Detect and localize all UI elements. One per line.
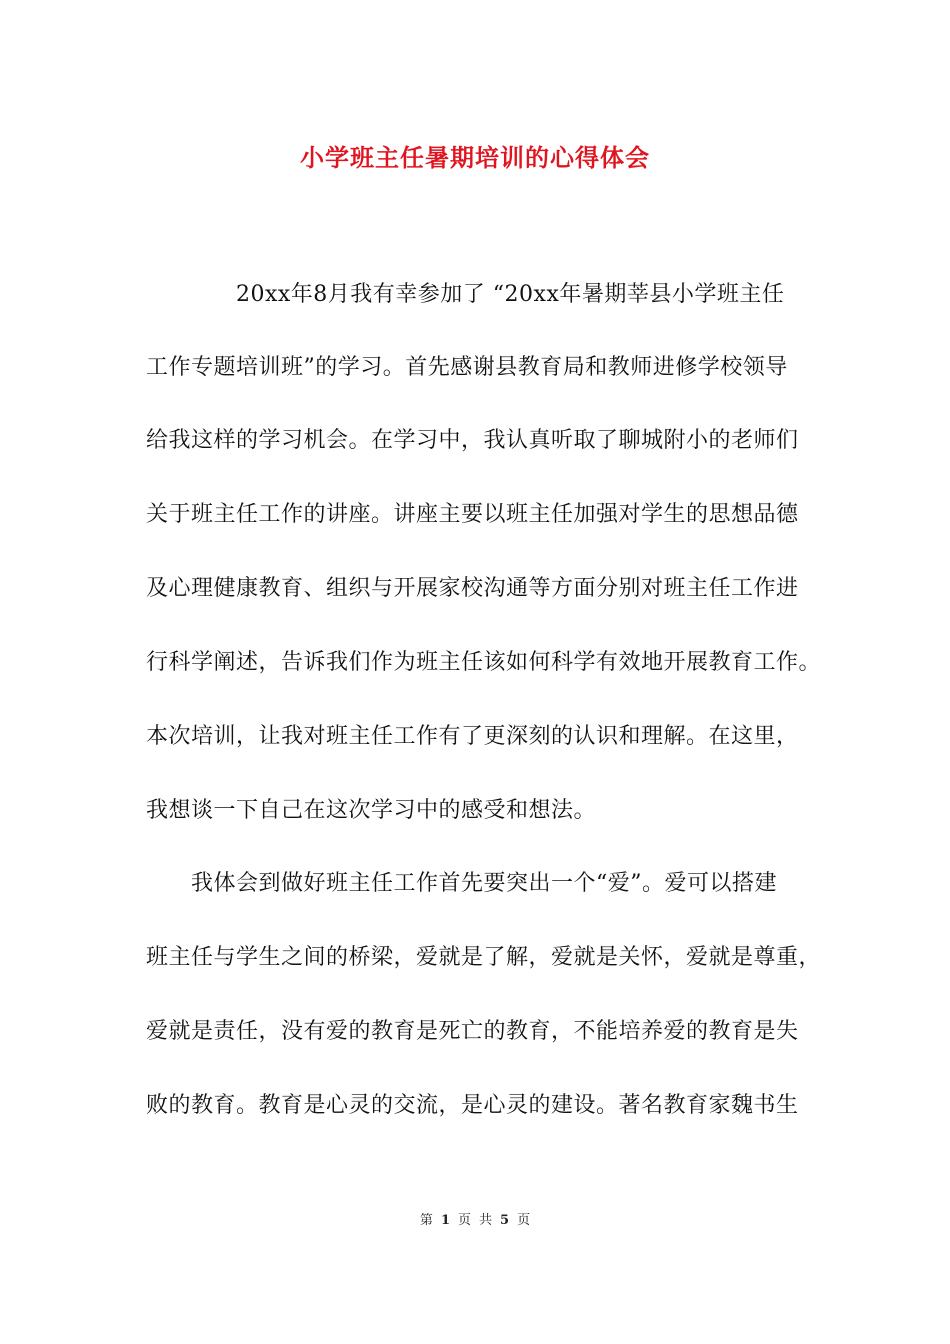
body-line: 给我这样的学习机会。在学习中，我认真听取了聊城附小的老师们 (146, 428, 799, 453)
page-title: 小学班主任暑期培训的心得体会 (300, 143, 650, 172)
body-line: 行科学阐述，告诉我们作为班主任该如何科学有效地开展教育工作。 (146, 650, 822, 675)
body-line: 20xx年8月我有幸参加了 “20xx年暑期莘县小学班主任 (146, 282, 785, 307)
body-line: 关于班主任工作的讲座。讲座主要以班主任加强对学生的思想品德 (146, 502, 799, 527)
footer-total-prefix: 共 (479, 1213, 493, 1228)
body-line: 爱就是责任，没有爱的教育是死亡的教育，不能培养爱的教育是失 (146, 1019, 799, 1044)
body-line: 及心理健康教育、组织与开展家校沟通等方面分别对班主任工作进 (146, 576, 799, 601)
body-line: 败的教育。教育是心灵的交流，是心灵的建设。著名教育家魏书生 (146, 1093, 799, 1118)
footer-page-unit: 页 (457, 1213, 471, 1228)
total-pages: 5 (500, 1213, 510, 1228)
body-line: 我体会到做好班主任工作首先要突出一个“爱”。爱可以搭建 (146, 871, 777, 896)
page-footer (0, 1209, 950, 1228)
body-line: 工作专题培训班”的学习。首先感谢县教育局和教师进修学校领导 (146, 355, 788, 380)
body-line: 班主任与学生之间的桥梁，爱就是了解，爱就是关怀，爱就是尊重， (146, 945, 822, 970)
body-line: 本次培训，让我对班主任工作有了更深刻的认识和理解。在这里， (146, 724, 799, 749)
page-number: 1 (440, 1213, 450, 1228)
body-line: 我想谈一下自己在这次学习中的感受和想法。 (146, 798, 597, 823)
footer-prefix: 第 (419, 1213, 433, 1228)
footer-total-unit: 页 (517, 1213, 531, 1228)
